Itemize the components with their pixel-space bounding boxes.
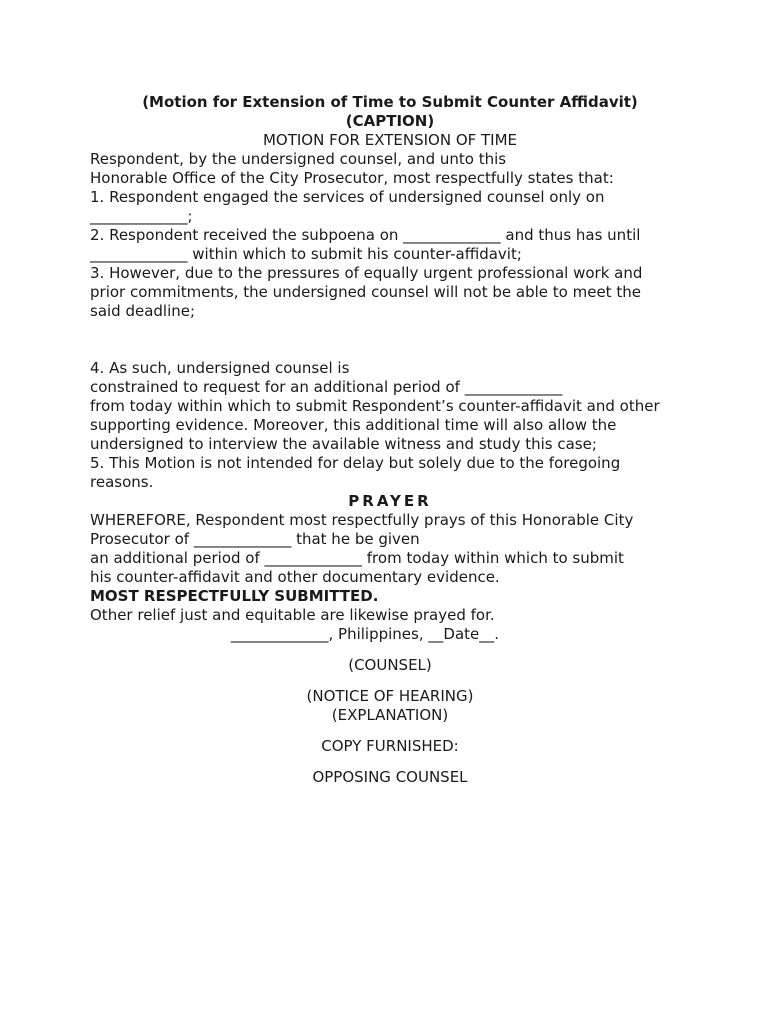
place-date-line: _____________, Philippines, __Date__. bbox=[231, 625, 500, 643]
document-header-title: (Motion for Extension of Time to Submit Counter Affidavit) bbox=[142, 93, 638, 111]
submitted-line: MOST RESPECTFULLY SUBMITTED. bbox=[90, 587, 379, 605]
prayer-line: WHEREFORE, Respondent most respectfully prays of this Honorable City bbox=[90, 511, 634, 529]
prayer-heading: PRAYER bbox=[348, 492, 432, 510]
item-3-line: 3. However, due to the pressures of equally urgent professional work and bbox=[90, 264, 643, 282]
other-relief-line: Other relief just and equitable are likewise prayed for. bbox=[90, 606, 495, 624]
item-3-line: said deadline; bbox=[90, 302, 196, 320]
prayer-line: an additional period of _____________ from today within which to submit bbox=[90, 549, 624, 567]
motion-title: MOTION FOR EXTENSION OF TIME bbox=[262, 131, 518, 149]
item-4-line: constrained to request for an additional period of _____________ bbox=[90, 378, 563, 396]
motion-document bbox=[90, 93, 690, 787]
item-1-line: 1. Respondent engaged the services of undersigned counsel only on bbox=[90, 188, 605, 206]
document-caption: (CAPTION) bbox=[345, 112, 435, 130]
notice-of-hearing-label: (NOTICE OF HEARING) bbox=[306, 687, 474, 705]
counsel-label: (COUNSEL) bbox=[348, 656, 432, 674]
item-5-line: 5. This Motion is not intended for delay but solely due to the foregoing bbox=[90, 454, 621, 472]
opposing-counsel-label: OPPOSING COUNSEL bbox=[312, 768, 468, 786]
item-1-line: _____________; bbox=[90, 207, 193, 225]
paragraph-spacer bbox=[90, 321, 690, 359]
prayer-line: Prosecutor of _____________ that he be given bbox=[90, 530, 420, 548]
intro-line: Respondent, by the undersigned counsel, and unto this bbox=[90, 150, 507, 168]
item-2-line: _____________ within which to submit his counter-affidavit; bbox=[90, 245, 522, 263]
item-4-line: from today within which to submit Respondent’s counter-affidavit and other bbox=[90, 397, 660, 415]
item-4-line: undersigned to interview the available witness and study this case; bbox=[90, 435, 597, 453]
item-4-line: 4. As such, undersigned counsel is bbox=[90, 359, 350, 377]
item-3-line: prior commitments, the undersigned counsel will not be able to meet the bbox=[90, 283, 641, 301]
item-2-line: 2. Respondent received the subpoena on _____________ and thus has until bbox=[90, 226, 641, 244]
intro-line: Honorable Office of the City Prosecutor, most respectfully states that: bbox=[90, 169, 614, 187]
explanation-label: (EXPLANATION) bbox=[331, 706, 449, 724]
item-4-line: supporting evidence. Moreover, this additional time will also allow the bbox=[90, 416, 617, 434]
item-5-line: reasons. bbox=[90, 473, 154, 491]
copy-furnished-label: COPY FURNISHED: bbox=[321, 737, 459, 755]
prayer-line: his counter-affidavit and other documentary evidence. bbox=[90, 568, 500, 586]
